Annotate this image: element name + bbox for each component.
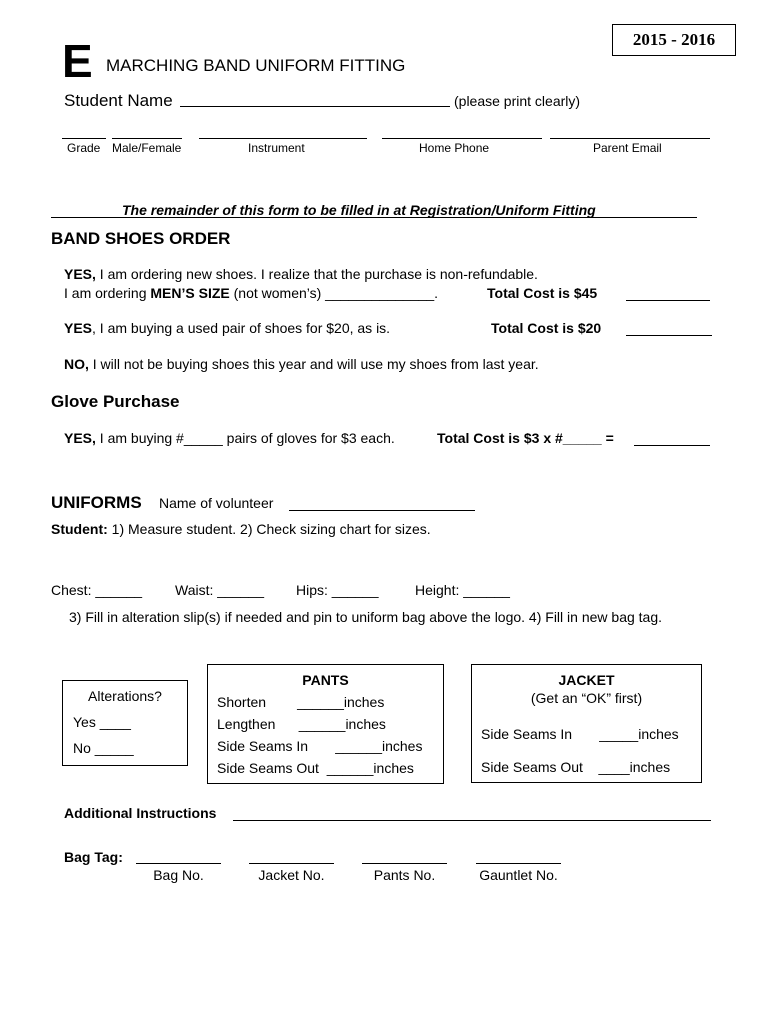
- shoes-size-prefix: I am ordering: [64, 285, 151, 301]
- gloves-yes: YES,: [64, 430, 96, 446]
- parent-email-label: Parent Email: [593, 141, 662, 155]
- pants-side-seams-in-field[interactable]: Side Seams In ______inches: [217, 738, 423, 754]
- chest-field[interactable]: Chest: ______: [51, 582, 143, 598]
- student-steps-bold: Student:: [51, 521, 108, 537]
- gauntlet-no-label: Gauntlet No.: [479, 867, 558, 883]
- gloves-line: [64, 430, 395, 446]
- alterations-title: Alterations?: [88, 688, 162, 704]
- alteration-instructions: 3) Fill in alteration slip(s) if needed and pin to uniform bag above the logo. 4) Fill in new bag tag.: [69, 609, 663, 625]
- jacket-no-label: Jacket No.: [258, 867, 325, 883]
- shoes-size-line: [64, 285, 438, 301]
- student-name-hint: (please print clearly): [454, 93, 581, 109]
- instrument-field[interactable]: [199, 138, 367, 139]
- jacket-no-field[interactable]: [249, 863, 334, 864]
- alterations-yes-field[interactable]: Yes ____: [73, 714, 131, 730]
- pants-no-field[interactable]: [362, 863, 447, 864]
- gauntlet-no-field[interactable]: [476, 863, 561, 864]
- grade-label: Grade: [67, 141, 101, 155]
- volunteer-label: Name of volunteer: [159, 495, 274, 511]
- year-box: 2015 - 2016: [612, 24, 736, 56]
- form-letter: E: [62, 35, 93, 87]
- gender-field[interactable]: [112, 138, 182, 139]
- shoes-heading: BAND SHOES ORDER: [51, 229, 231, 248]
- shoes-no-text: I will not be buying shoes this year and will use my shoes from last year.: [88, 356, 539, 372]
- jacket-side-seams-in-field[interactable]: Side Seams In _____inches: [481, 726, 679, 742]
- home-phone-label: Home Phone: [419, 141, 490, 155]
- shoes-size-bold: MEN’S SIZE: [150, 285, 230, 301]
- home-phone-field[interactable]: [382, 138, 542, 139]
- pants-lengthen-field[interactable]: Lengthen ______inches: [217, 716, 386, 732]
- shoes-new-yes: YES,: [64, 266, 96, 282]
- shoes-used-amount-field[interactable]: [626, 335, 712, 336]
- pants-shorten-field[interactable]: Shorten ______inches: [217, 694, 385, 710]
- shoes-size-suffix: (not women’s) ______________.: [229, 285, 439, 301]
- gloves-heading: Glove Purchase: [51, 392, 180, 411]
- shoes-used-text: , I am buying a used pair of shoes for $20, as is.: [92, 320, 391, 336]
- alterations-no-field[interactable]: No _____: [73, 740, 134, 756]
- shoes-new-cost: Total Cost is $45: [487, 285, 598, 301]
- shoes-used-cost: Total Cost is $20: [491, 320, 602, 336]
- form-title: MARCHING BAND UNIFORM FITTING: [106, 56, 406, 75]
- bag-no-field[interactable]: [136, 863, 221, 864]
- instrument-label: Instrument: [248, 141, 305, 155]
- height-field[interactable]: Height: ______: [415, 582, 510, 598]
- pants-box: [207, 664, 444, 784]
- uniforms-heading: UNIFORMS: [51, 493, 142, 512]
- registration-note: The remainder of this form to be filled in at Registration/Uniform Fitting: [122, 202, 596, 218]
- jacket-subtitle: (Get an “OK” first): [530, 690, 643, 706]
- gloves-amount-field[interactable]: [634, 445, 710, 446]
- pants-no-label: Pants No.: [373, 867, 436, 883]
- shoes-new-line: [64, 266, 538, 282]
- jacket-side-seams-out-field[interactable]: Side Seams Out ____inches: [481, 759, 671, 775]
- additional-instructions-field[interactable]: [233, 820, 711, 821]
- shoes-new-text: I am ordering new shoes. I realize that the purchase is non-refundable.: [95, 266, 538, 282]
- volunteer-field[interactable]: [289, 510, 475, 511]
- student-steps-line: [51, 521, 431, 537]
- student-name-field[interactable]: [180, 106, 450, 107]
- waist-field[interactable]: Waist: ______: [175, 582, 264, 598]
- shoes-no-line: [64, 356, 539, 372]
- student-steps-text: 1) Measure student. 2) Check sizing chart for sizes.: [107, 521, 431, 537]
- shoes-new-amount-field[interactable]: [626, 300, 710, 301]
- bag-no-label: Bag No.: [153, 867, 204, 883]
- shoes-used-line: [64, 320, 390, 336]
- jacket-box: [471, 664, 702, 783]
- gender-label: Male/Female: [112, 141, 182, 155]
- grade-field[interactable]: [62, 138, 106, 139]
- pants-side-seams-out-field[interactable]: Side Seams Out ______inches: [217, 760, 414, 776]
- shoes-used-yes: YES: [64, 320, 93, 336]
- gloves-text: I am buying #_____ pairs of gloves for $3 each.: [95, 430, 395, 446]
- shoes-no-bold: NO,: [64, 356, 89, 372]
- bag-tag-label: Bag Tag:: [64, 849, 123, 865]
- gloves-cost: Total Cost is $3 x #_____ =: [437, 430, 614, 446]
- hips-field[interactable]: Hips: ______: [296, 582, 379, 598]
- alterations-box: [62, 680, 188, 766]
- additional-instructions-label: Additional Instructions: [64, 805, 217, 821]
- jacket-title: JACKET: [558, 672, 615, 688]
- pants-title: PANTS: [302, 672, 349, 688]
- student-name-label: Student Name: [64, 91, 173, 110]
- parent-email-field[interactable]: [550, 138, 710, 139]
